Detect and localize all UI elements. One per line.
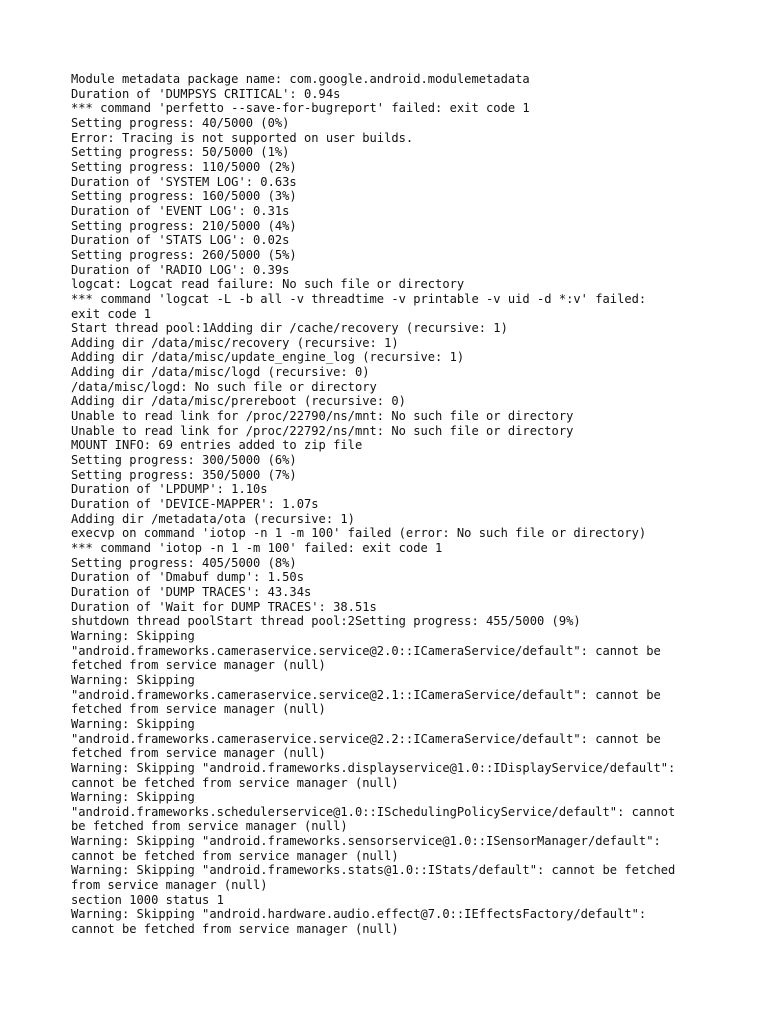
log-text-block xyxy=(71,72,731,937)
log-line: Setting progress: 300/5000 (6%) xyxy=(71,453,297,468)
log-line: "android.frameworks.schedulerservice@1.0::ISchedulingPolicyService/default": cannot xyxy=(71,804,676,819)
log-line: Setting progress: 50/5000 (1%) xyxy=(71,145,290,160)
log-line: fetched from service manager (null) xyxy=(71,658,326,673)
log-line: *** command 'iotop -n 1 -m 100' failed: exit code 1 xyxy=(71,541,443,555)
log-line: Setting progress: 260/5000 (5%) xyxy=(71,247,297,262)
log-line: Setting progress: 110/5000 (2%) xyxy=(71,159,297,174)
log-line: Warning: Skipping "android.frameworks.sensorservice@1.0::ISensorManager/default": xyxy=(71,834,661,849)
log-line: *** command 'perfetto --save-for-bugreport' failed: exit code 1 xyxy=(71,101,530,116)
log-line: fetched from service manager (null) xyxy=(71,702,326,717)
log-line: Start thread pool:1Adding dir /cache/recovery (recursive: 1) xyxy=(71,321,508,336)
log-line: execvp on command 'iotop -n 1 -m 100' failed (error: No such file or directory) xyxy=(71,526,647,541)
log-line: Warning: Skipping "android.frameworks.displayservice@1.0::IDisplayService/default": xyxy=(71,760,676,775)
log-line: Module metadata package name: com.google.android.modulemetadata xyxy=(71,72,530,86)
log-line: shutdown thread poolStart thread pool:2Setting progress: 455/5000 (9%) xyxy=(71,614,581,629)
log-line: Adding dir /metadata/ota (recursive: 1) xyxy=(71,511,355,526)
log-line: Duration of 'DUMP TRACES': 43.34s xyxy=(71,584,312,599)
log-line: Warning: Skipping xyxy=(71,672,195,687)
log-line: Warning: Skipping xyxy=(71,716,195,731)
log-line: Duration of 'Wait for DUMP TRACES': 38.51s xyxy=(71,599,377,614)
log-line: Duration of 'DUMPSYS CRITICAL': 0.94s xyxy=(71,86,341,101)
log-line: Duration of 'STATS LOG': 0.02s xyxy=(71,233,290,248)
log-line: Duration of 'RADIO LOG': 0.39s xyxy=(71,262,290,277)
log-line: cannot be fetched from service manager (null) xyxy=(71,775,399,790)
log-line: Unable to read link for /proc/22792/ns/mnt: No such file or directory xyxy=(71,423,574,438)
log-line: cannot be fetched from service manager (null) xyxy=(71,922,399,937)
log-line: cannot be fetched from service manager (null) xyxy=(71,848,399,863)
log-line: Duration of 'DEVICE-MAPPER': 1.07s xyxy=(71,497,319,512)
log-line: Warning: Skipping "android.hardware.audio.effect@7.0::IEffectsFactory/default": xyxy=(71,907,647,922)
log-line: "android.frameworks.cameraservice.service@2.1::ICameraService/default": cannot be xyxy=(71,687,661,702)
log-line: Adding dir /data/misc/prereboot (recursive: 0) xyxy=(71,394,406,409)
log-line: Adding dir /data/misc/recovery (recursive: 1) xyxy=(71,335,399,350)
log-line: "android.frameworks.cameraservice.service@2.2::ICameraService/default": cannot be xyxy=(71,731,661,746)
log-line: Unable to read link for /proc/22790/ns/mnt: No such file or directory xyxy=(71,409,574,424)
log-line: exit code 1 xyxy=(71,306,152,321)
log-line: Warning: Skipping xyxy=(71,790,195,805)
log-line: Adding dir /data/misc/update_engine_log (recursive: 1) xyxy=(71,350,465,365)
log-line: Duration of 'LPDUMP': 1.10s xyxy=(71,482,268,497)
log-line: *** command 'logcat -L -b all -v threadtime -v printable -v uid -d *:v' failed: xyxy=(71,291,647,306)
log-line: Setting progress: 210/5000 (4%) xyxy=(71,218,297,233)
log-line: Error: Tracing is not supported on user builds. xyxy=(71,130,414,145)
log-line: Setting progress: 40/5000 (0%) xyxy=(71,115,290,130)
log-line: Warning: Skipping xyxy=(71,628,195,643)
log-line: section 1000 status 1 xyxy=(71,892,224,907)
log-line: Setting progress: 160/5000 (3%) xyxy=(71,189,297,204)
log-line: Adding dir /data/misc/logd (recursive: 0) xyxy=(71,365,370,380)
log-line: MOUNT INFO: 69 entries added to zip file xyxy=(71,438,363,453)
log-line: fetched from service manager (null) xyxy=(71,746,326,761)
log-line: Duration of 'SYSTEM LOG': 0.63s xyxy=(71,174,297,189)
log-line: Setting progress: 405/5000 (8%) xyxy=(71,555,297,570)
log-line: logcat: Logcat read failure: No such file or directory xyxy=(71,277,465,292)
log-line: from service manager (null) xyxy=(71,878,268,893)
log-line: "android.frameworks.cameraservice.service@2.0::ICameraService/default": cannot be xyxy=(71,643,661,658)
log-line: be fetched from service manager (null) xyxy=(71,819,348,834)
log-line: Setting progress: 350/5000 (7%) xyxy=(71,467,297,482)
log-line: Duration of 'Dmabuf dump': 1.50s xyxy=(71,570,304,585)
log-line: /data/misc/logd: No such file or directory xyxy=(71,379,377,394)
log-line: Duration of 'EVENT LOG': 0.31s xyxy=(71,203,290,218)
log-line: Warning: Skipping "android.frameworks.stats@1.0::IStats/default": cannot be fetched xyxy=(71,863,676,878)
